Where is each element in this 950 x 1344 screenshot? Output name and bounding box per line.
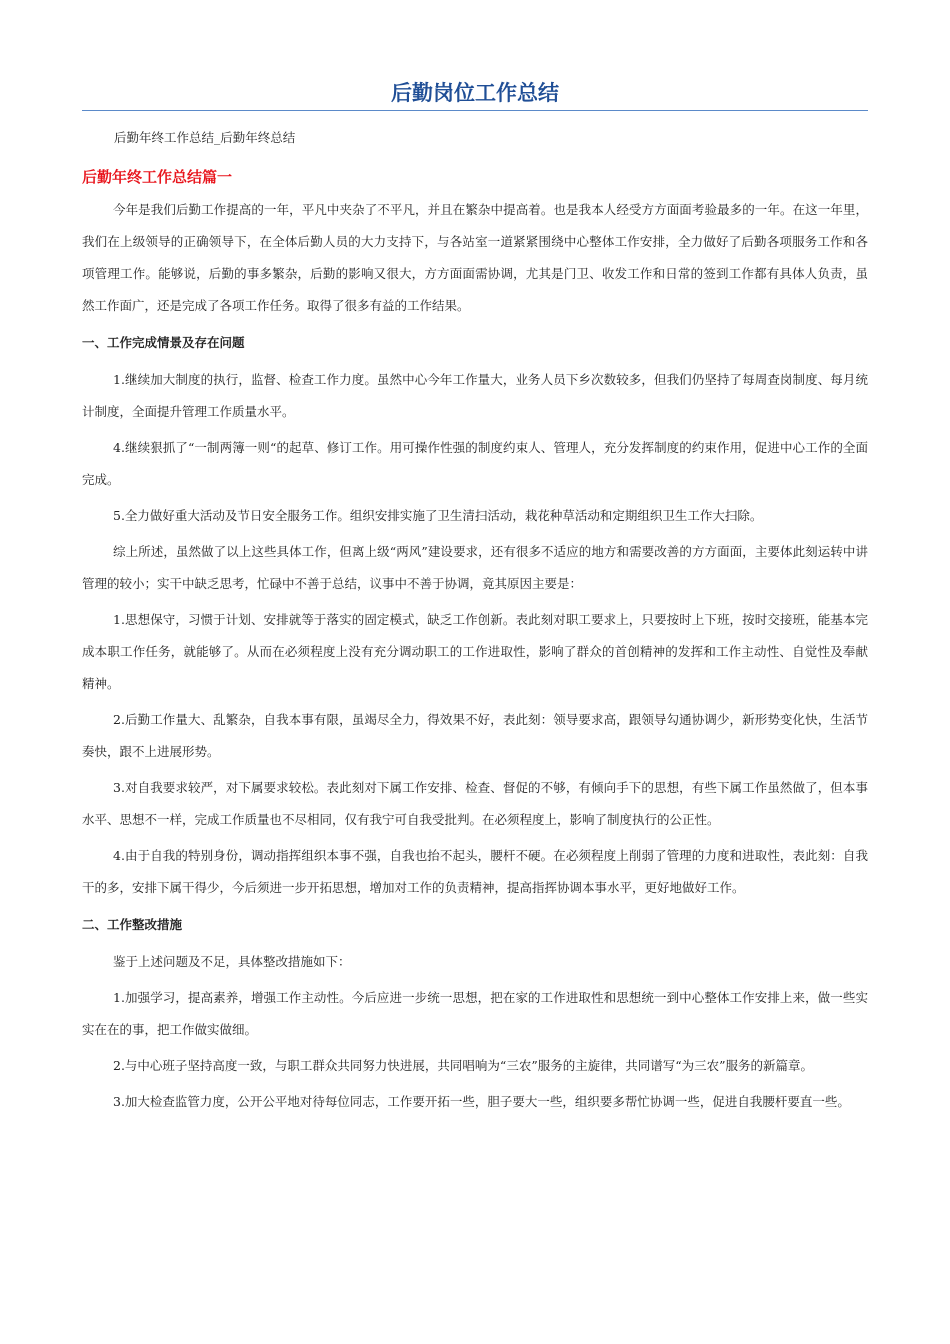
document-subtitle: 后勤年终工作总结_后勤年终总结 xyxy=(114,130,296,145)
heading-measures: 二、工作整改措施 xyxy=(82,917,183,932)
section-title: 后勤年终工作总结篇一 xyxy=(82,168,233,186)
intro-paragraph: 今年是我们后勤工作提高的一年，平凡中夹杂了不平凡，并且在繁杂中提高着。也是我本人经受方方面面考验最多的一年。在这一年里，我们在上级领导的正确领导下，在全体后勤人员的大力支持下，与各站室一道紧紧围绕中心整体工作安排，全力做好了后勤各项服务工作和各项管理工作。能够说，后勤的事多繁杂，后勤的影响又很大，方方面面需协调，尤其是门卫、收发工作和日常的签到工作都有具体人负责，虽然工作面广，还是完成了各项工作任务。取得了很多有益的工作结果。 xyxy=(82,202,868,313)
problem-item-4: 4.由于自我的特别身份，调动指挥组织本事不强，自我也抬不起头，腰杆不硬。在必须程度上削弱了管理的力度和进取性，表此刻：自我干的多，安排下属干得少，今后须进一步开拓思想，增加对工作的负责精神，提高指挥协调本事水平，更好地做好工作。 xyxy=(82,848,868,895)
title-underline xyxy=(82,110,868,111)
heading-work-status: 一、工作完成情景及存在问题 xyxy=(82,335,245,350)
measure-item-2: 2.与中心班子坚持高度一致，与职工群众共同努力快进展，共同唱响为“三农”服务的主旋律，共同谱写“为三农”服务的新篇章。 xyxy=(113,1058,813,1073)
summary-paragraph: 综上所述，虽然做了以上这些具体工作，但离上级“两风”建设要求，还有很多不适应的地方和需要改善的方方面面，主要体此刻运转中讲管理的较小；实干中缺乏思考，忙碌中不善于总结，议事中不善于协调，竟其原因主要是： xyxy=(82,544,868,591)
paragraph-item-1: 1.继续加大制度的执行，监督、检查工作力度。虽然中心今年工作量大，业务人员下乡次数较多，但我们仍坚持了每周查岗制度、每月统计制度，全面提升管理工作质量水平。 xyxy=(82,372,868,419)
paragraph-item-5: 5.全力做好重大活动及节日安全服务工作。组织安排实施了卫生清扫活动，栽花种草活动和定期组织卫生工作大扫除。 xyxy=(113,508,763,523)
document-page xyxy=(82,78,868,1118)
problem-item-2: 2.后勤工作量大、乱繁杂，自我本事有限，虽竭尽全力，得效果不好，表此刻：领导要求高，跟领导勾通协调少，新形势变化快，生活节奏快，跟不上进展形势。 xyxy=(82,712,868,759)
measures-intro: 鉴于上述问题及不足，具体整改措施如下： xyxy=(113,954,351,969)
paragraph-item-4: 4.继续狠抓了“一制两簿一则“的起草、修订工作。用可操作性强的制度约束人、管理人，充分发挥制度的约束作用，促进中心工作的全面完成。 xyxy=(82,440,868,487)
problem-item-3: 3.对自我要求较严，对下属要求较松。表此刻对下属工作安排、检查、督促的不够，有倾向手下的思想，有些下属工作虽然做了，但本事水平、思想不一样，完成工作质量也不尽相同，仅有我宁可自我受批判。在必须程度上，影响了制度执行的公正性。 xyxy=(82,780,868,827)
problem-item-1: 1.思想保守，习惯于计划、安排就等于落实的固定模式，缺乏工作创新。表此刻对职工要求上，只要按时上下班，按时交接班，能基本完成本职工作任务，就能够了。从而在必须程度上没有充分调动职工的工作进取性，影响了群众的首创精神的发挥和工作主动性、自觉性及奉献精神。 xyxy=(82,612,868,691)
measure-item-1: 1.加强学习，提高素养，增强工作主动性。今后应进一步统一思想，把在家的工作进取性和思想统一到中心整体工作安排上来，做一些实实在在的事，把工作做实做细。 xyxy=(82,990,868,1037)
document-title: 后勤岗位工作总结 xyxy=(391,81,559,105)
measure-item-3: 3.加大检查监管力度，公开公平地对待每位同志，工作要开拓一些，胆子要大一些，组织要多帮忙协调一些，促进自我腰杆要直一些。 xyxy=(113,1094,850,1109)
